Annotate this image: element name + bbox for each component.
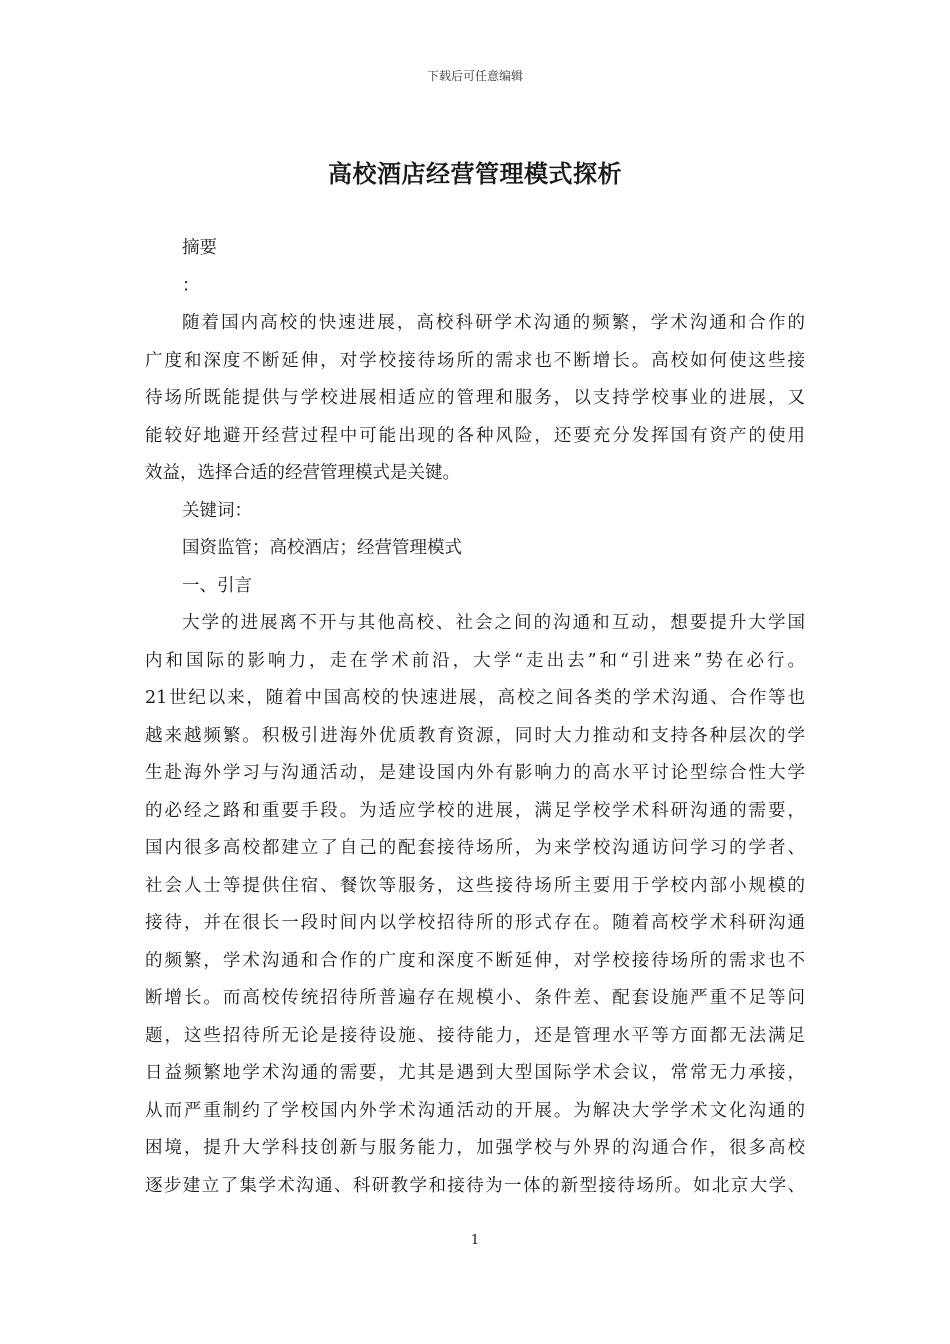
abstract-colon: ： bbox=[182, 275, 200, 296]
intro-line: 21世纪以来，随着中国高校的快速进展，高校之间各类的学术沟通、合作等也 bbox=[145, 688, 805, 708]
intro-line: 日益频繁地学术沟通的需要，尤其是遇到大型国际学术会议，常常无力承接， bbox=[145, 1063, 805, 1083]
abstract-line: 广度和深度不断延伸，对学校接待场所的需求也不断增长。高校如何使这些接 bbox=[145, 350, 805, 371]
keywords-heading: 关键词： bbox=[182, 500, 252, 521]
document-body bbox=[145, 230, 805, 1205]
intro-line: 国内很多高校都建立了自己的配套接待场所，为来学校沟通访问学习的学者、 bbox=[145, 838, 805, 858]
intro-line: 的频繁，学术沟通和合作的广度和深度不断延伸，对学校接待场所的需求也不 bbox=[145, 950, 805, 971]
page-number: 1 bbox=[470, 1233, 480, 1248]
intro-line: 内和国际的影响力，走在学术前沿，大学“走出去”和“引进来”势在必行。 bbox=[145, 650, 805, 671]
abstract-line: 待场所既能提供与学校进展相适应的管理和服务，以支持学校事业的进展，又 bbox=[145, 388, 805, 408]
intro-line: 生赴海外学习与沟通活动，是建设国内外有影响力的高水平讨论型综合性大学 bbox=[145, 763, 805, 783]
intro-line: 逐步建立了集学术沟通、科研教学和接待为一体的新型接待场所。如北京大学、 bbox=[145, 1175, 805, 1196]
document-title: 高校酒店经营管理模式探析 bbox=[328, 159, 622, 188]
abstract-line: 随着国内高校的快速进展，高校科研学术沟通的频繁，学术沟通和合作的 bbox=[182, 313, 805, 333]
intro-line: 越来越频繁。积极引进海外优质教育资源，同时大力推动和支持各种层次的学 bbox=[145, 725, 805, 746]
intro-line: 的必经之路和重要手段。为适应学校的进展，满足学校学术科研沟通的需要， bbox=[145, 800, 805, 821]
section-heading: 一、引言 bbox=[182, 575, 252, 596]
intro-line: 大学的进展离不开与其他高校、社会之间的沟通和互动，想要提升大学国 bbox=[182, 613, 805, 633]
page-header-note: 下载后可任意编辑 bbox=[426, 69, 523, 83]
abstract-line: 效益，选择合适的经营管理模式是关键。 bbox=[145, 463, 460, 483]
intro-line: 接待，并在很长一段时间内以学校招待所的形式存在。随着高校学术科研沟通 bbox=[145, 913, 805, 933]
intro-line: 社会人士等提供住宿、餐饮等服务，这些接待场所主要用于学校内部小规模的 bbox=[145, 875, 805, 896]
intro-line: 题，这些招待所无论是接待设施、接待能力，还是管理水平等方面都无法满足 bbox=[145, 1025, 805, 1046]
intro-line: 断增长。而高校传统招待所普遍存在规模小、条件差、配套设施严重不足等问 bbox=[145, 988, 805, 1008]
abstract-line: 能较好地避开经营过程中可能出现的各种风险，还要充分发挥国有资产的使用 bbox=[145, 425, 805, 446]
intro-line: 从而严重制约了学校国内外学术沟通活动的开展。为解决大学学术文化沟通的 bbox=[145, 1100, 805, 1121]
abstract-heading: 摘要 bbox=[182, 238, 217, 258]
intro-line: 困境，提升大学科技创新与服务能力，加强学校与外界的沟通合作，很多高校 bbox=[145, 1138, 805, 1158]
keywords-list: 国资监管；高校酒店；经营管理模式 bbox=[182, 538, 462, 558]
